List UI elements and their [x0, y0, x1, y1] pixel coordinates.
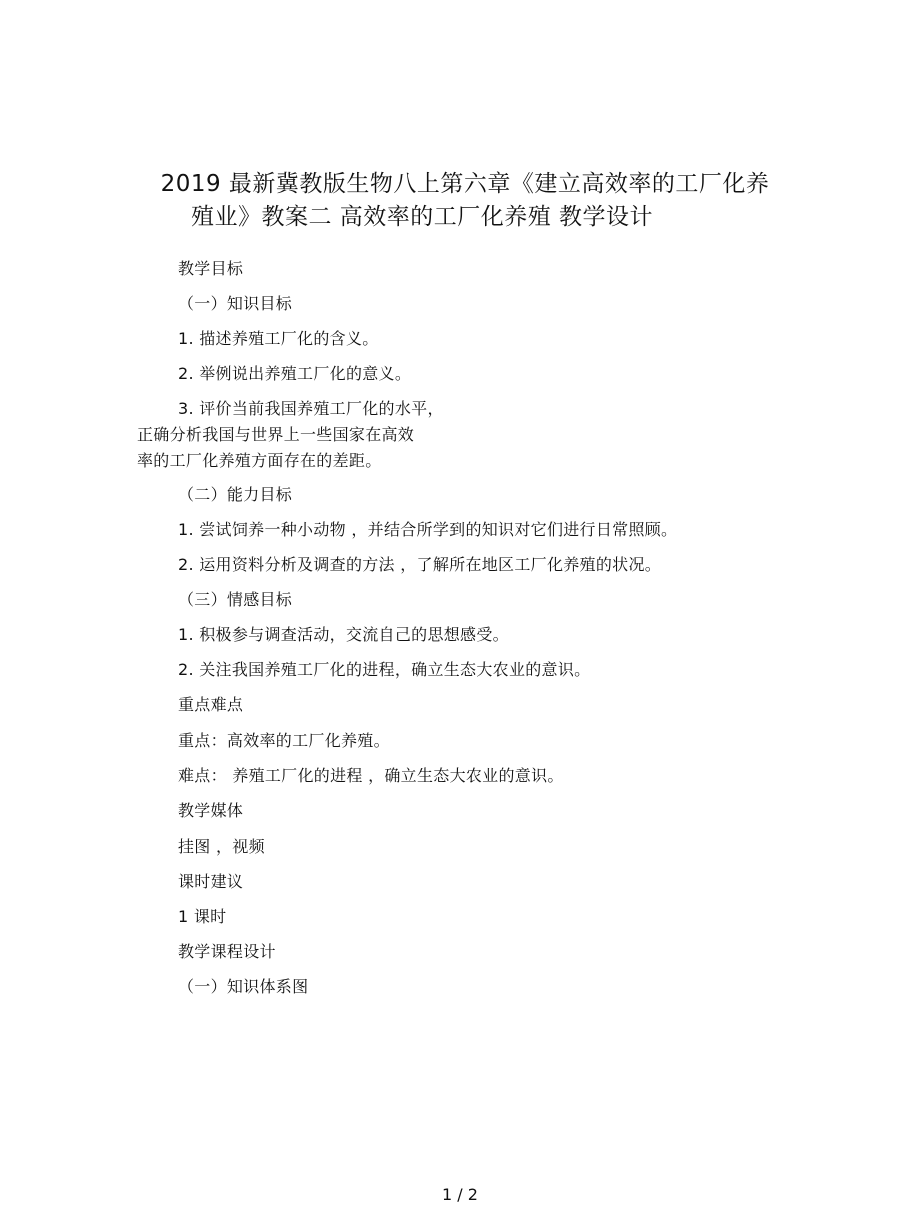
heading-course-design: 教学课程设计 — [178, 942, 276, 961]
subheading-knowledge-system: （一）知识体系图 — [178, 977, 309, 996]
heading-teaching-objectives: 教学目标 — [178, 259, 244, 278]
class-hours: 1 课时 — [178, 907, 227, 926]
list-item-continuation: 正确分析我国与世界上一些国家在高效 — [137, 425, 415, 444]
list-item: 1. 描述养殖工厂化的含义。 — [178, 329, 379, 348]
key-point: 重点：高效率的工厂化养殖。 — [178, 731, 390, 750]
document-title-line-1: 2019 最新冀教版生物八上第六章《建立高效率的工厂化养 — [160, 171, 770, 197]
teaching-media: 挂图 ，视频 — [178, 837, 265, 856]
list-item: 1. 积极参与调查活动，交流自己的思想感受。 — [178, 625, 509, 644]
page-number: 1 / 2 — [442, 1185, 478, 1204]
subheading-ability-objectives: （二）能力目标 — [178, 485, 293, 504]
list-item: 3. 评价当前我国养殖工厂化的水平， — [178, 399, 444, 418]
list-item-continuation: 率的工厂化养殖方面存在的差距。 — [137, 451, 382, 470]
difficult-point: 难点： 养殖工厂化的进程 ，确立生态大农业的意识。 — [178, 766, 564, 785]
list-item: 2. 运用资料分析及调查的方法 ，了解所在地区工厂化养殖的状况。 — [178, 555, 662, 574]
heading-key-points: 重点难点 — [178, 695, 244, 714]
list-item: 1. 尝试饲养一种小动物 ，并结合所学到的知识对它们进行日常照顾。 — [178, 520, 678, 539]
heading-class-hours: 课时建议 — [178, 872, 244, 891]
document-title-line-2: 殖业》教案二 高效率的工厂化养殖 教学设计 — [190, 204, 654, 230]
list-item: 2. 关注我国养殖工厂化的进程，确立生态大农业的意识。 — [178, 660, 591, 679]
subheading-knowledge-objectives: （一）知识目标 — [178, 294, 293, 313]
heading-teaching-media: 教学媒体 — [178, 801, 244, 820]
subheading-emotional-objectives: （三）情感目标 — [178, 590, 293, 609]
list-item: 2. 举例说出养殖工厂化的意义。 — [178, 364, 412, 383]
